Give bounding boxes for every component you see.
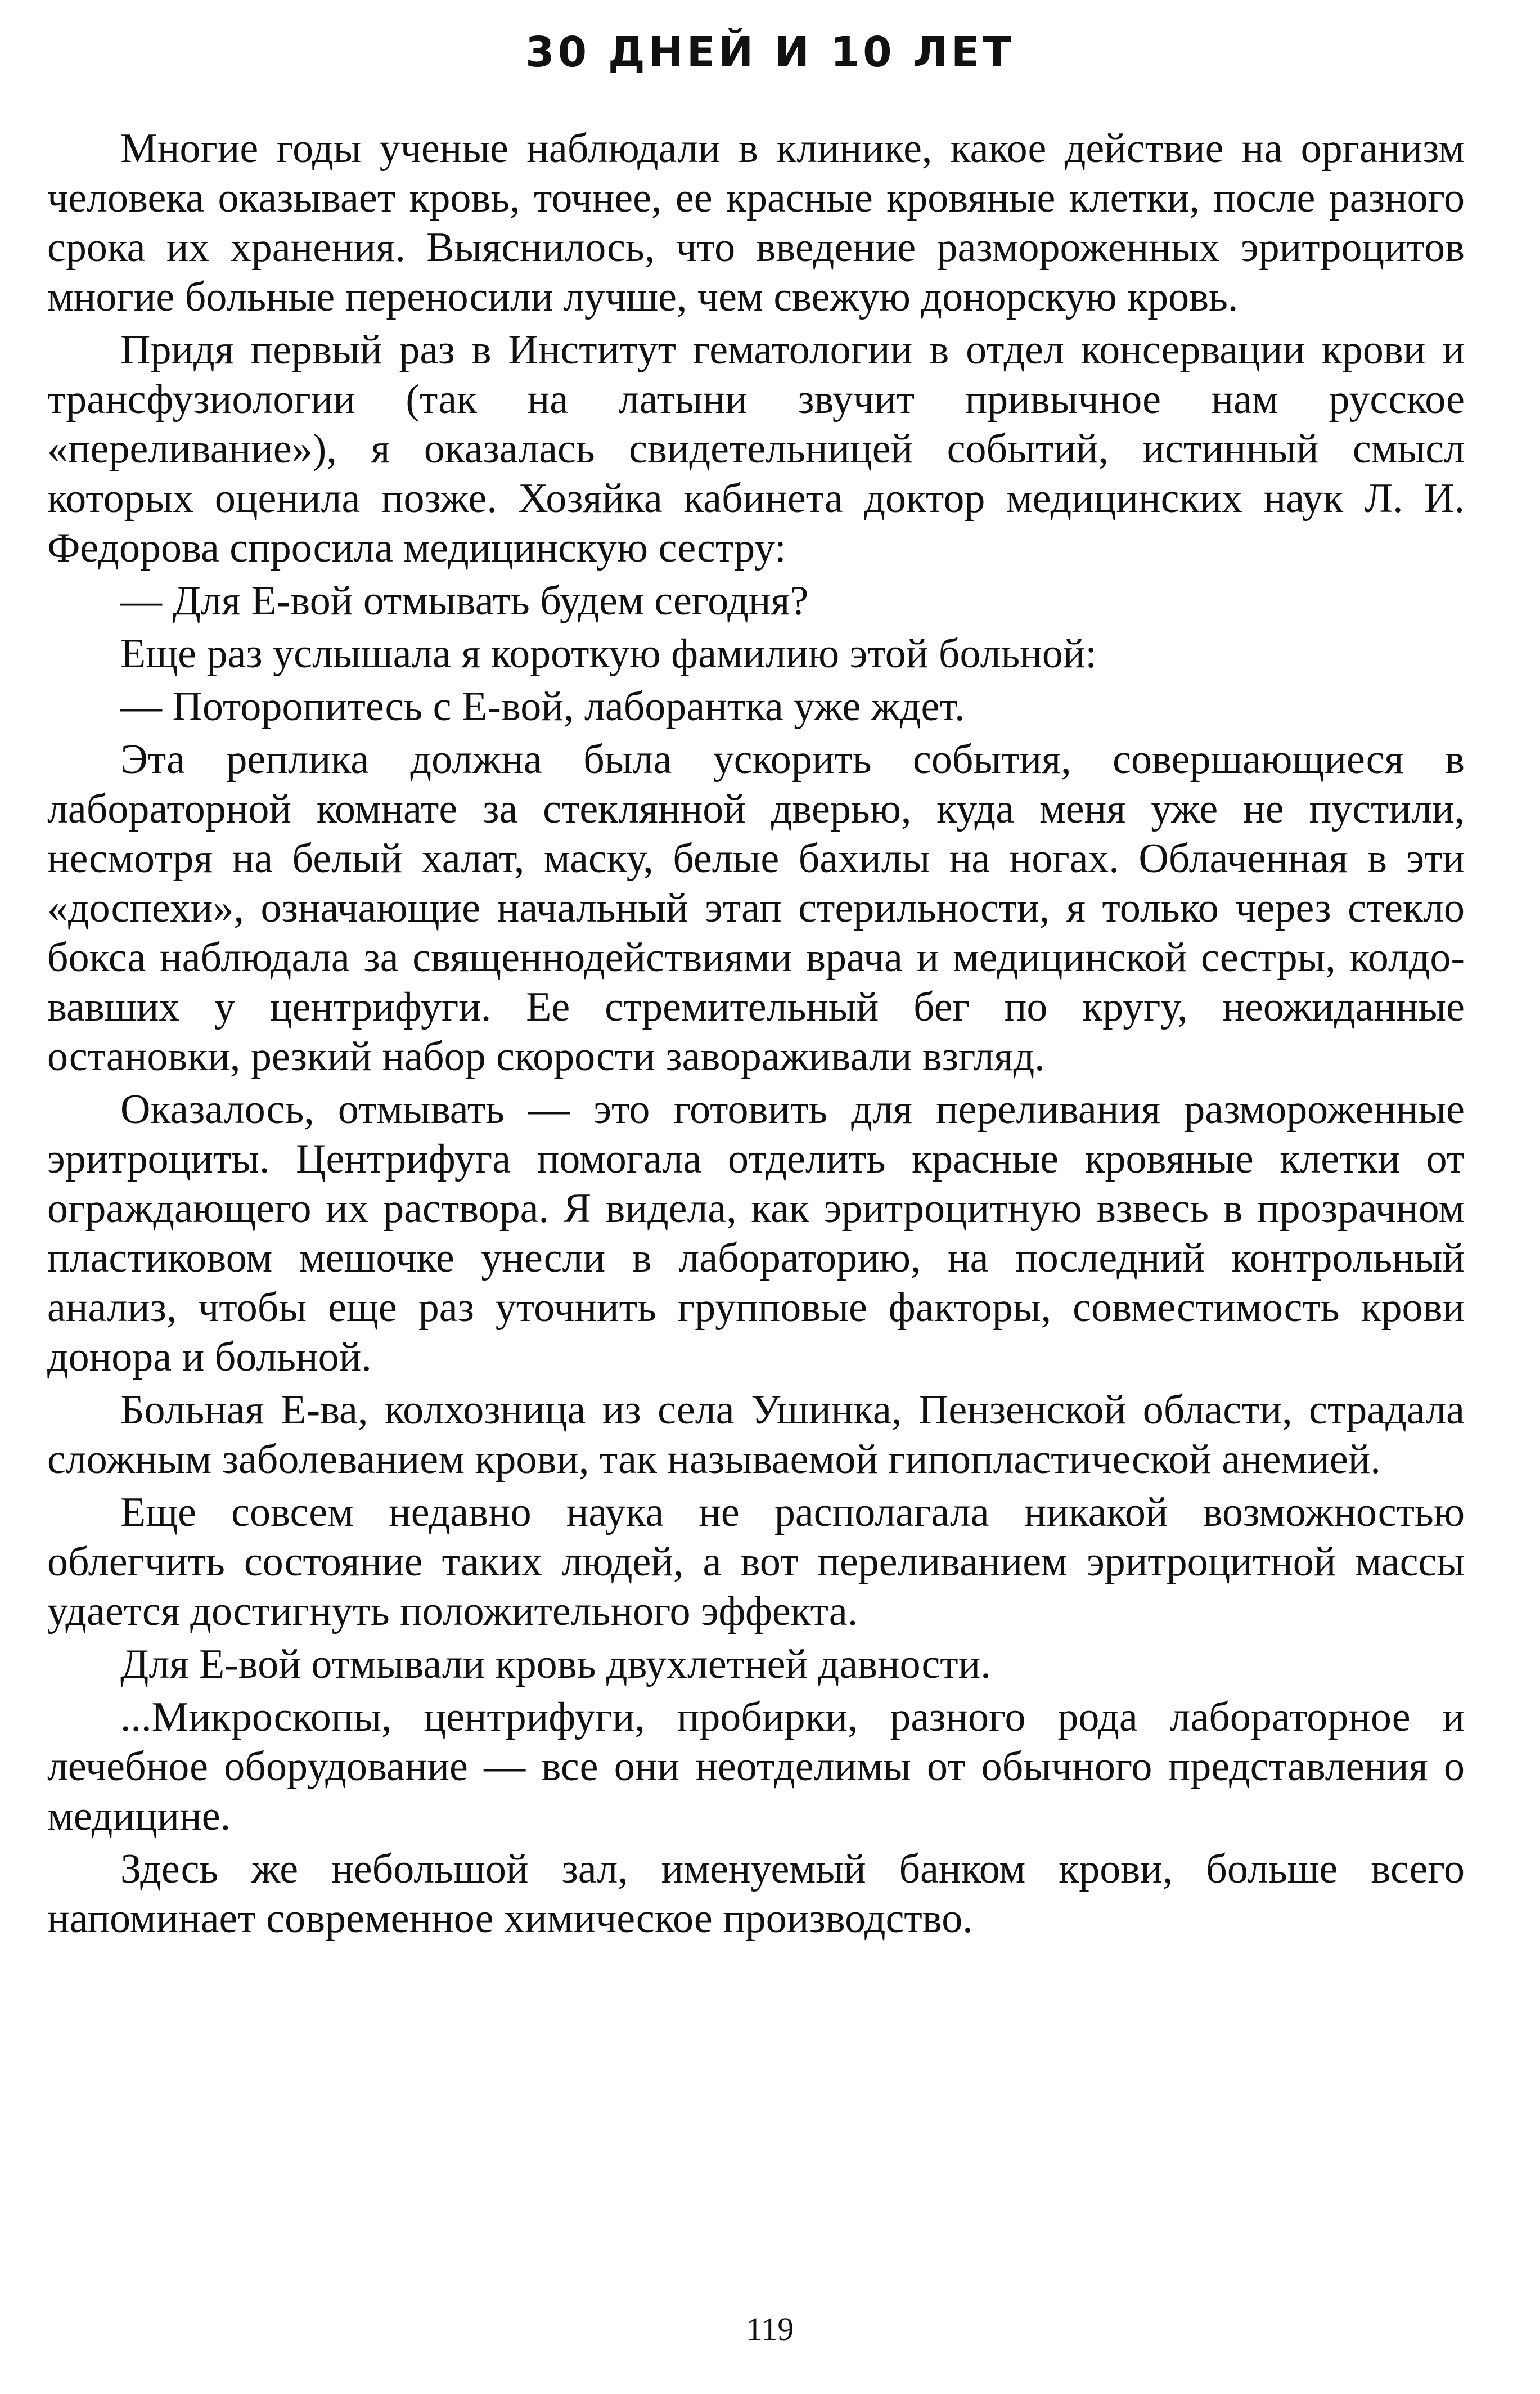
- paragraph: Здесь же небольшой зал, именуемый банком крови, больше всего напоминает современное химическое производство.: [47, 1846, 1465, 1942]
- paragraph: Многие годы ученые наблюдали в клинике, какое действие на организм человека оказывает кровь, точнее, ее красные кровяные клетки, после разного срока их хранения. Выяснилось, что введение размороженных эритроцитов многие больные переносили лучше, чем свежую донорскую кровь.: [47, 125, 1465, 320]
- paragraph: Придя первый раз в Институт гематологии в отдел консервации крови и трансфузиологии (так на латыни звучит привычное нам русское «переливание»), я оказалась свидетельницей событий, истинный смысл которых оценила позже. Хозяйка кабинета доктор медицинских наук Л. И. Федорова спросила медицинскую сестру:: [47, 327, 1465, 571]
- paragraph: — Для Е-вой отмывать будем сегодня?: [120, 578, 809, 624]
- page-number: 119: [746, 2311, 794, 2347]
- body-text: [47, 124, 1465, 1947]
- paragraph: Еще совсем недавно наука не располагала никакой возможностью облегчить состояние таких людей, а вот переливанием эритроцитной массы удается достигнуть положительного эффекта.: [47, 1489, 1465, 1634]
- paragraph: Для Е-вой отмывали кровь двухлетней давности.: [120, 1641, 991, 1687]
- paragraph: Еще раз услышала я короткую фамилию этой больной:: [120, 631, 1097, 677]
- paragraph: ...Микроскопы, центрифуги, пробирки, разного рода лабораторное и лечебное оборудование — все они неотделимы от обычного представления о медицине.: [47, 1694, 1465, 1839]
- paragraph: — Поторопитесь с Е-вой, лаборантка уже ждет.: [120, 684, 965, 730]
- paragraph: Оказалось, отмывать — это готовить для переливания размороженные эритроциты. Центрифуга помогала отделить красные кровяные клетки от ограждающего их раствора. Я видела, как эритроцитную взвесь в прозрачном пластиковом мешочке унесли в лабораторию, на последний контрольный анализ, чтобы еще раз уточнить групповые факторы, совместимость крови донора и больной.: [47, 1086, 1465, 1380]
- paragraph: Эта реплика должна была ускорить события, совершающиеся в лабораторной комнате за стеклянной дверью, куда меня уже не пустили, несмотря на белый халат, маску, белые бахилы на ногах. Облаченная в эти «доспехи», означающие начальный этап стерильности, я только через стекло бокса наблюдала за священнодействиями врача и медицинской сестры, колдовавших у центрифуги. Ее стремительный бег по кругу, неожиданные остановки, резкий набор скорости завораживали взгляд.: [47, 736, 1465, 1080]
- paragraph: Больная Е-ва, колхозница из села Ушинка, Пензенской области, страдала сложным заболеванием крови, так называемой гипопластической анемией.: [47, 1387, 1465, 1483]
- chapter-title: 30 ДНЕЙ И 10 ЛЕТ: [525, 28, 1015, 77]
